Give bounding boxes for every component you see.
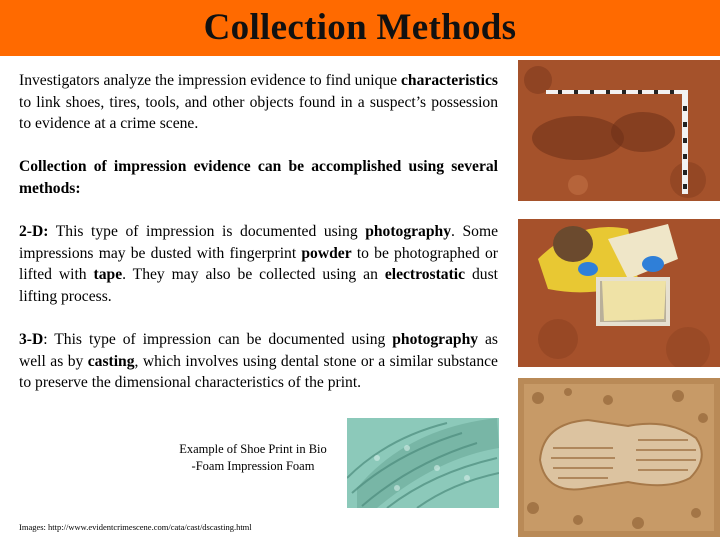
caption-line: Example of Shoe Print in Bio: [179, 442, 327, 456]
bold-term: electrostatic: [384, 266, 466, 283]
text-span: This type of impression is documented using: [48, 223, 366, 240]
bold-term: photography: [365, 223, 451, 240]
text-span: : This type of impression can be documented using: [43, 331, 393, 348]
text-span: Investigators analyze the impression evidence to find unique: [19, 72, 402, 89]
text-span: . Some impressions may be dusted with fingerprint: [19, 223, 498, 262]
intro-paragraph: [19, 70, 498, 135]
bold-term: 3-D: [19, 331, 44, 348]
image-credit: Images: http://www.evidentcrimescene.com/cata/cast/dscasting.html: [19, 522, 252, 532]
text-span: , which involves using dental stone or a similar substance to preserve the dimensional characteristics of the print.: [19, 352, 498, 391]
image-caption: [160, 441, 346, 475]
bold-term: Collection of impression evidence can be accomplished using several methods:: [19, 158, 498, 197]
bio-foam-shoeprint-photo: [347, 418, 499, 508]
methods-paragraph: [19, 156, 498, 199]
bold-term: tape: [93, 266, 123, 283]
text-span: to be photographed or lifted with: [19, 244, 498, 283]
2d-paragraph: [19, 221, 498, 307]
bold-term: 2-D:: [19, 223, 49, 240]
soil-shoeprint-with-scale-photo: [518, 60, 720, 201]
dental-stone-cast-photo: [518, 378, 720, 537]
investigator-lifting-cast-photo: [518, 219, 720, 367]
bold-term: casting: [87, 352, 135, 370]
slide-title: Collection Methods: [203, 7, 517, 48]
3d-paragraph: [19, 329, 498, 394]
bold-term: powder: [301, 244, 352, 262]
bold-term: characteristics: [401, 72, 498, 89]
caption-line: -Foam Impression Foam: [191, 459, 315, 473]
text-span: dust lifting process.: [19, 266, 498, 305]
text-span: to link shoes, tires, tools, and other objects found in a suspect’s possession to evidence at a crime scene.: [19, 93, 498, 132]
text-span: . They may also be collected using an: [122, 266, 385, 283]
bold-term: photography: [392, 331, 479, 348]
text-span: as well as by: [19, 331, 498, 370]
